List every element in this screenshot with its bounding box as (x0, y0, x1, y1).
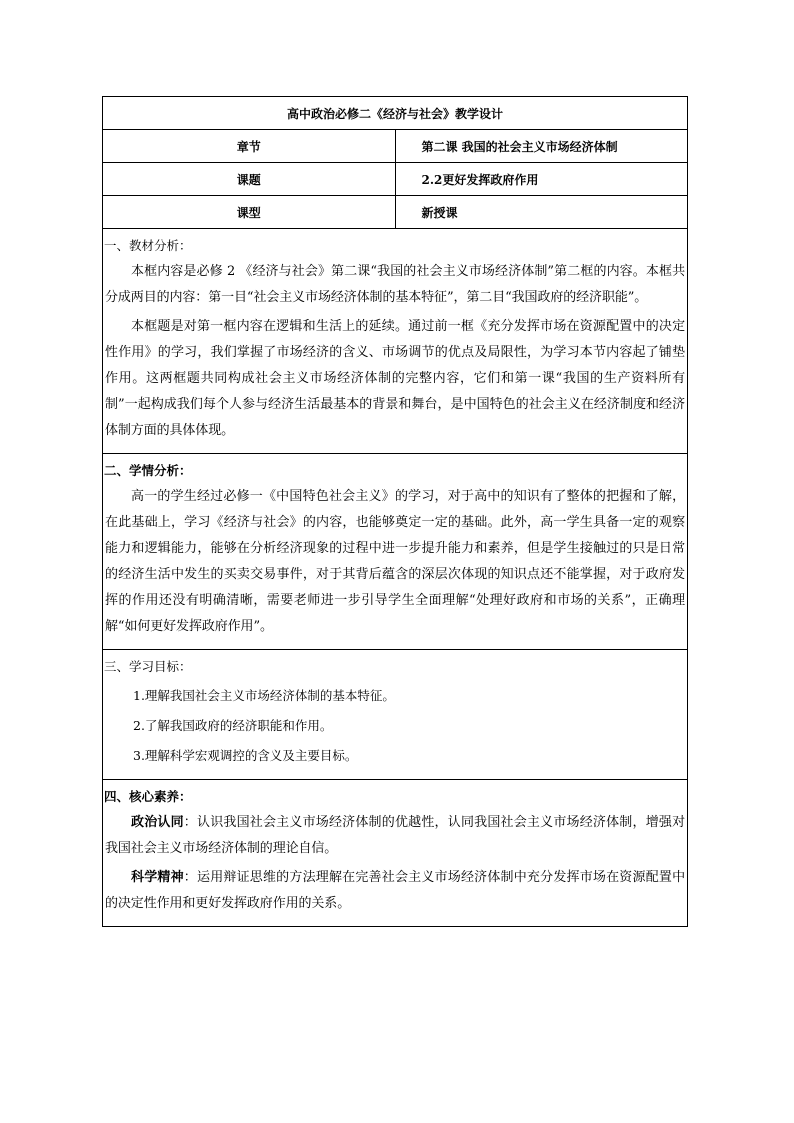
section-heading: 四、核心素养： (104, 789, 192, 804)
literacy-text: ：认识我国社会主义市场经济体制的优越性，认同我国社会主义市场经济体制，增强对我国社会主义市场经济体制的理论自信。 (105, 815, 685, 856)
paragraph: 本框内容是必修 2 《经济与社会》第二课“我国的社会主义市场经济体制”第二框的内容。本框共分成两目的内容：第一目“社会主义市场经济体制的基本特征”，第二目“我国政府的经济职能”。 (105, 264, 685, 305)
section-heading: 二、学情分析： (104, 463, 192, 478)
section-heading: 一、教材分析： (104, 238, 192, 253)
literacy-term: 科学精神 (131, 870, 184, 885)
lesson-type-label: 课型 (103, 196, 396, 229)
lesson-type-value: 新授课 (395, 196, 688, 229)
info-row-topic (103, 163, 688, 196)
section-heading: 三、学习目标： (104, 659, 192, 674)
chapter-value: 第二课 我国的社会主义市场经济体制 (395, 130, 688, 163)
info-row-lesson-type (103, 196, 688, 229)
section-core-literacy (103, 780, 688, 927)
literacy-entry (105, 865, 685, 917)
section-learning-goals (103, 650, 688, 780)
paragraph: 高一的学生经过必修一《中国特色社会主义》的学习，对于高中的知识有了整体的把握和了解，在此基础上，学习《经济与社会》的内容，也能够奠定一定的基础。此外，高一学生具备一定的观察能力和逻辑能力，能够在分析经济现象的过程中进一步提升能力和素养，但是学生接触过的只是日常的经济生活中发生的买卖交易事件，对于其背后蕴含的深层次体现的知识点还不能掌握，对于政府发挥的作用还没有明确清晰，需要老师进一步引导学生全面理解“处理好政府和市场的关系”，正确理解“如何更好发挥政府作用”。 (105, 489, 685, 634)
paragraph: 本框题是对第一框内容在逻辑和生活上的延续。通过前一框《充分发挥市场在资源配置中的决定性作用》的学习，我们掌握了市场经济的含义、市场调节的优点及局限性，为学习本节内容起了铺垫作用。这两框题共同构成社会主义市场经济体制的完整内容，它们和第一课“我国的生产资料所有制”一起构成我们每个人参与经济生活最基本的背景和舞台，是中国特色的社会主义在经济制度和经济体制方面的具体体现。 (105, 319, 685, 438)
topic-value: 2.2更好发挥政府作用 (395, 163, 688, 196)
section-student-analysis (103, 454, 688, 650)
literacy-entry (105, 810, 685, 862)
literacy-text: ：运用辩证思维的方法理解在完善社会主义市场经济体制中充分发挥市场在资源配置中的决定性作用和更好发挥政府作用的关系。 (105, 870, 685, 911)
lesson-plan-page (102, 96, 688, 927)
literacy-term: 政治认同 (131, 815, 184, 830)
chapter-label: 章节 (103, 130, 396, 163)
section-textbook-analysis (103, 229, 688, 454)
document-title: 高中政治必修二《经济与社会》教学设计 (103, 97, 688, 130)
goal-item: 1.理解我国社会主义市场经济体制的基本特征。 (133, 688, 395, 703)
goal-item: 3.理解科学宏观调控的含义及主要目标。 (133, 748, 358, 763)
info-row-chapter (103, 130, 688, 163)
lesson-plan-table (102, 96, 688, 927)
goal-item: 2.了解我国政府的经济职能和作用。 (133, 718, 333, 733)
topic-label: 课题 (103, 163, 396, 196)
